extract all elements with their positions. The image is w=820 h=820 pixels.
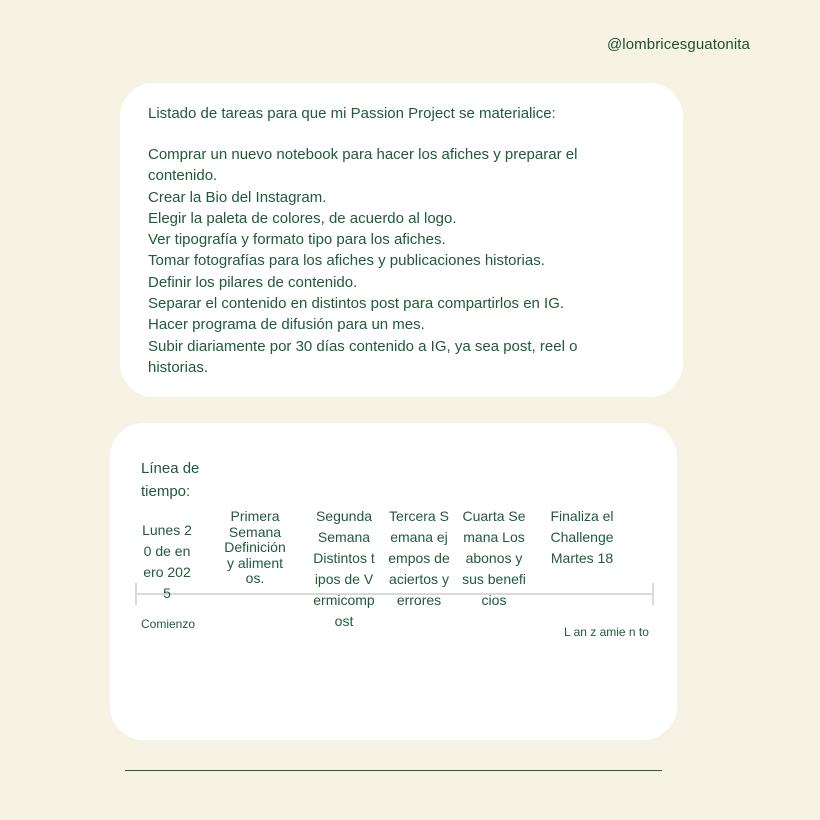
timeline-end-label: L an z amie n to [564, 625, 649, 639]
task-item: Comprar un nuevo notebook para hacer los afiches y preparar el contenido. [148, 146, 578, 185]
instagram-handle: @lombricesguatonita [606, 36, 750, 53]
timeline-start-label: Comienzo [141, 617, 196, 631]
timeline-milestone-start: Lunes 20 de enero 2025 [142, 522, 192, 601]
timeline-end-tick [652, 583, 654, 605]
task-list-card [120, 83, 683, 397]
timeline-milestone-week1: Primera Semana Definición y alimentos. [224, 508, 286, 586]
task-item: Subir diariamente por 30 días contenido a IG, ya sea post, reel o historias. [148, 337, 578, 376]
task-item: Definir los pilares de contenido. [148, 273, 358, 291]
timeline-milestone-week2: Segunda Semana Distintos tipos de Vermicompost [313, 508, 375, 629]
task-item: Crear la Bio del Instagram. [148, 188, 327, 206]
timeline-start-tick [135, 583, 137, 605]
task-item: Hacer programa de difusión para un mes. [148, 316, 425, 334]
timeline-heading: Línea de tiempo: [141, 460, 200, 500]
task-item: Tomar fotografías para los afiches y publicaciones historias. [148, 252, 545, 270]
timeline-milestone-end: Finaliza el Challenge Martes 18 [550, 508, 614, 566]
task-list-title: Listado de tareas para que mi Passion Project se materialice: [148, 105, 556, 122]
task-list [148, 144, 598, 378]
task-item: Ver tipografía y formato tipo para los afiches. [148, 231, 446, 249]
task-item: Separar el contenido en distintos post para compartirlos en IG. [148, 295, 565, 313]
timeline-milestone-week3: Tercera Semana ejempos de aciertos y errores [388, 508, 450, 608]
timeline-card [110, 423, 677, 740]
task-item: Elegir la paleta de colores, de acuerdo al logo. [148, 209, 457, 227]
bottom-divider [125, 770, 662, 771]
timeline-milestone-week4: Cuarta Semana Los abonos y sus beneficios [462, 508, 526, 608]
